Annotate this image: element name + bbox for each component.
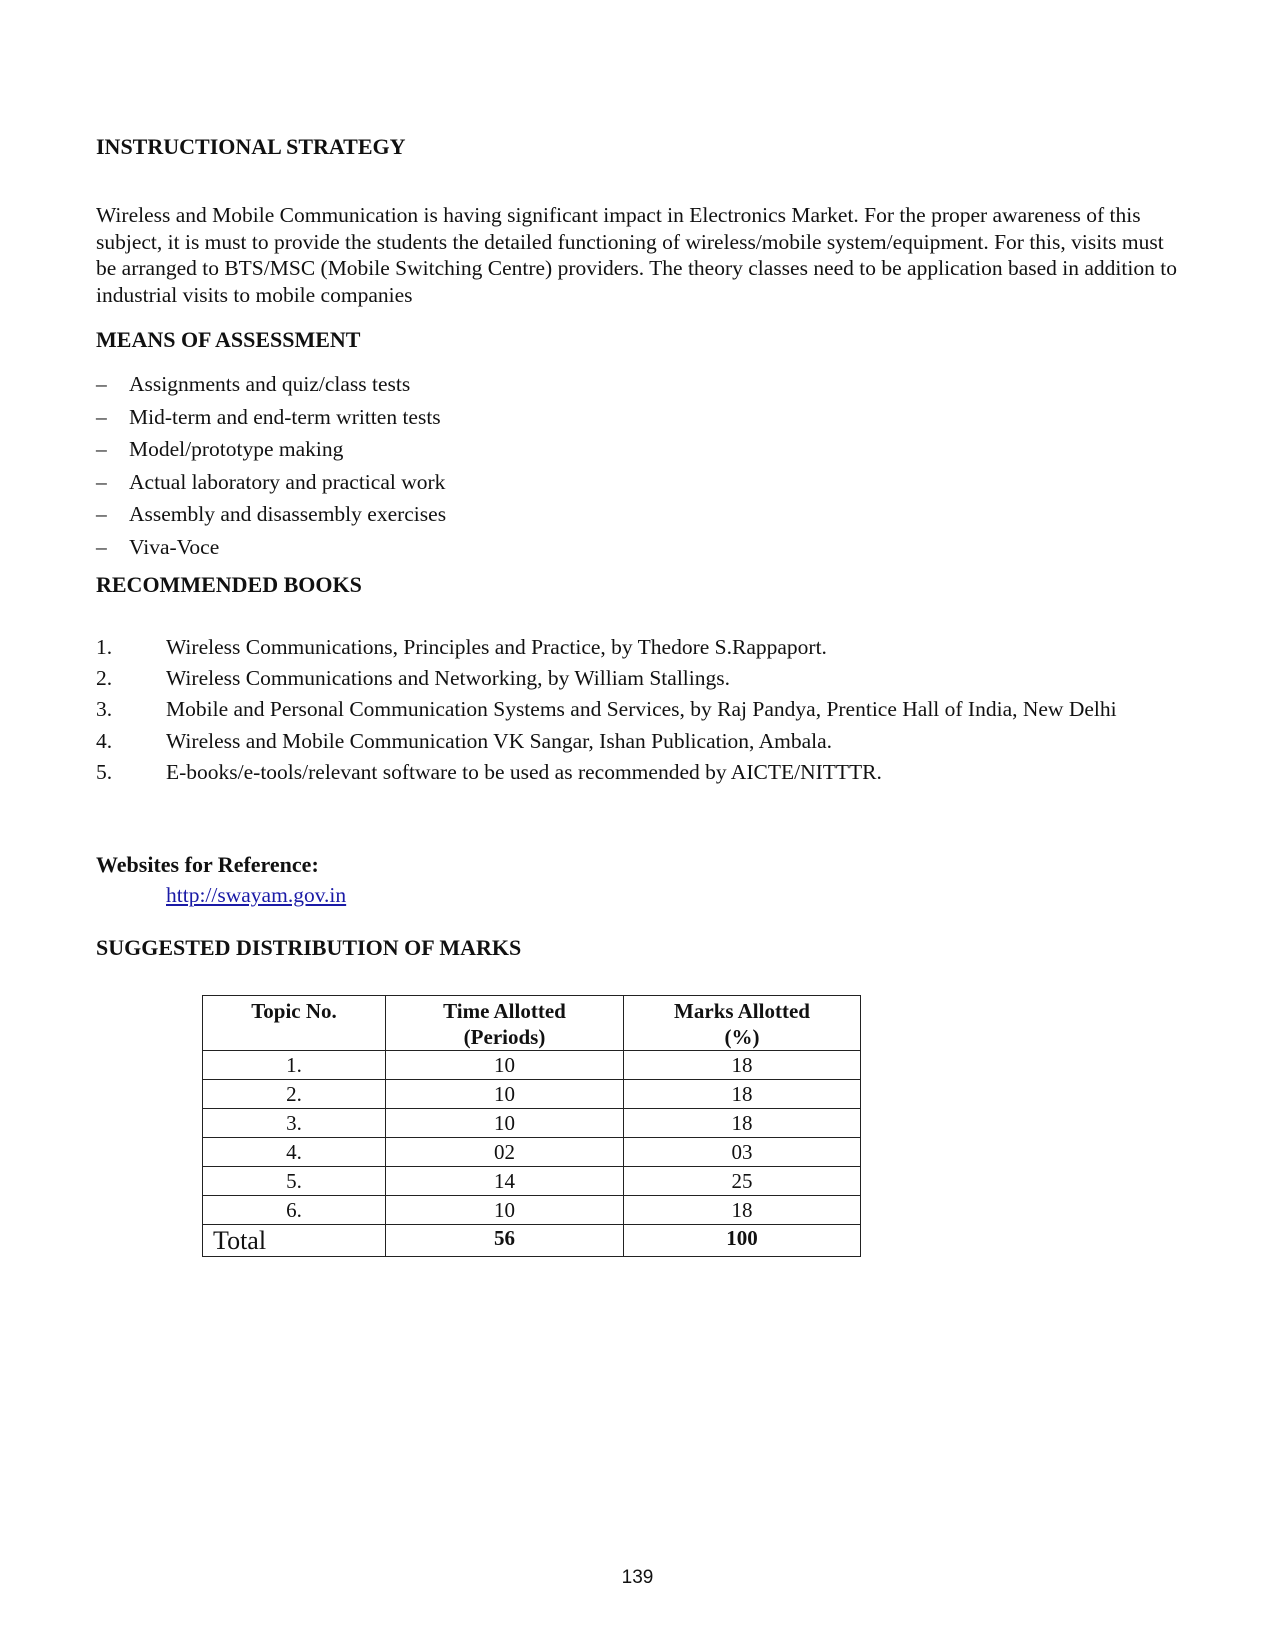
table-row (203, 1109, 861, 1138)
header-marks: Marks Allotted (%) (624, 996, 861, 1051)
total-label: Total (203, 1225, 386, 1257)
topic-cell: 3. (203, 1109, 386, 1138)
dash-bullet: – (96, 404, 107, 429)
topic-cell: 4. (203, 1138, 386, 1167)
book-list (96, 632, 1186, 788)
book-text: Wireless Communications, Principles and Practice, by Thedore S.Rappaport. (166, 635, 827, 659)
topic-cell: 5. (203, 1167, 386, 1196)
table-header-row (203, 996, 861, 1051)
dash-bullet: – (96, 372, 107, 396)
book-text: Wireless Communications and Networking, by William Stallings. (166, 666, 730, 691)
table-row (203, 1051, 861, 1080)
time-cell: 10 (386, 1109, 624, 1138)
total-marks: 100 (624, 1225, 861, 1257)
table-row (203, 1196, 861, 1225)
marks-cell: 25 (624, 1167, 861, 1196)
list-item: – Viva-Voce (96, 534, 220, 559)
marks-cell: 03 (624, 1138, 861, 1167)
instructional-strategy-heading: INSTRUCTIONAL STRATEGY (96, 134, 406, 159)
means-of-assessment-heading: MEANS OF ASSESSMENT (96, 327, 361, 352)
page-number: 139 (621, 1567, 654, 1588)
book-text: Wireless and Mobile Communication VK Sangar, Ishan Publication, Ambala. (166, 728, 833, 753)
assessment-list (96, 371, 446, 567)
dash-bullet: – (96, 469, 107, 494)
table-row (203, 1080, 861, 1109)
list-item: – Assembly and disassembly exercises (96, 502, 447, 527)
book-item (96, 726, 1186, 757)
list-item: – Model/prototype making (96, 437, 344, 462)
dash-bullet: – (96, 437, 107, 462)
marks-table (202, 995, 861, 1257)
book-number: 4. (96, 728, 113, 753)
time-cell: 10 (386, 1080, 624, 1109)
marks-distribution-heading: SUGGESTED DISTRIBUTION OF MARKS (96, 935, 522, 960)
dash-bullet: – (96, 502, 107, 527)
list-item: – Assignments and quiz/class tests (96, 372, 411, 396)
marks-cell: 18 (624, 1196, 861, 1225)
book-number: 2. (96, 666, 113, 691)
book-item (96, 757, 1186, 788)
topic-cell: 2. (203, 1080, 386, 1109)
book-item (96, 632, 1186, 663)
instructional-strategy-text: Wireless and Mobile Communication is having significant impact in Electronics Market. For the proper awareness of this subject, it is must to provide the students the detailed functioning of wireless/mobile system/equipment. For this, visits must be arranged to BTS/MSC (Mobile Switching Centre) providers. The theory classes need to be application based in addition to industrial visits to mobile companies (96, 203, 1177, 307)
topic-cell: 6. (203, 1196, 386, 1225)
book-text: Mobile and Personal Communication Systems and Services, by Raj Pandya, Prentice Hall of India, New Delhi (166, 697, 1117, 722)
swayam-link[interactable]: http://swayam.gov.in (166, 883, 347, 907)
book-number: 3. (96, 697, 113, 722)
time-cell: 10 (386, 1051, 624, 1080)
header-time: Time Allotted (Periods) (386, 996, 624, 1051)
book-text: E-books/e-tools/relevant software to be used as recommended by AICTE/NITTTR. (166, 759, 882, 784)
marks-cell: 18 (624, 1051, 861, 1080)
table-row (203, 1167, 861, 1196)
book-item (96, 694, 1186, 725)
list-item: – Actual laboratory and practical work (96, 469, 446, 494)
book-number: 5. (96, 759, 113, 784)
book-number: 1. (96, 635, 113, 659)
list-item: – Mid-term and end-term written tests (96, 404, 441, 429)
dash-bullet: – (96, 534, 107, 559)
topic-cell: 1. (203, 1051, 386, 1080)
recommended-books-heading: RECOMMENDED BOOKS (96, 572, 362, 597)
table-total-row (203, 1225, 861, 1257)
time-cell: 14 (386, 1167, 624, 1196)
websites-label: Websites for Reference: (96, 852, 319, 877)
header-topic: Topic No. (203, 996, 386, 1051)
marks-cell: 18 (624, 1109, 861, 1138)
total-time: 56 (386, 1225, 624, 1257)
time-cell: 10 (386, 1196, 624, 1225)
marks-cell: 18 (624, 1080, 861, 1109)
table-row (203, 1138, 861, 1167)
time-cell: 02 (386, 1138, 624, 1167)
book-item (96, 663, 1186, 694)
